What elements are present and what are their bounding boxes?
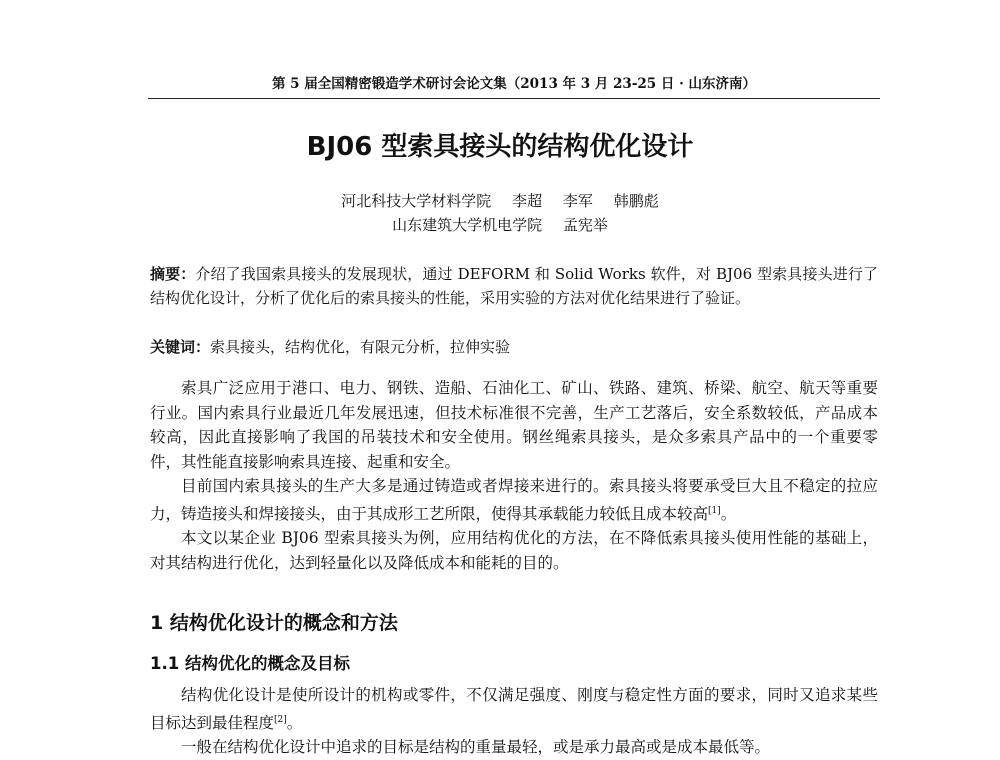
author-line-2 bbox=[0, 214, 1000, 235]
section-heading: 1 结构优化设计的概念和方法 bbox=[150, 612, 398, 634]
keywords-label: 关键词： bbox=[150, 338, 211, 356]
paragraph: 目前国内索具接头的生产大多是通过铸造或者焊接来进行的。索具接头将要承受巨大且不稳定的拉应力，铸造接头和焊接接头，由于其成形工艺所限，使得其承载能力较低且成本较高[1]。 bbox=[150, 477, 878, 523]
journal-header: 第 5 届全国精密锻造学术研讨会论文集（2013 年 3 月 23-25 日 · 山东济南） bbox=[148, 72, 880, 99]
paragraph: 索具广泛应用于港口、电力、钢铁、造船、石油化工、矿山、铁路、建筑、桥梁、航空、航天等重要行业。国内索具行业最近几年发展迅速，但技术标准很不完善，生产工艺落后，安全系数较低，产品成本较高，因此直接影响了我国的吊装技术和安全使用。钢丝绳索具接头，是众多索具产品中的一个重要零件，其性能直接影响索具连接、起重和安全。 bbox=[150, 379, 878, 471]
citation-ref[interactable]: [1] bbox=[708, 505, 721, 516]
affiliation: 山东建筑大学机电学院 bbox=[392, 216, 543, 234]
subsection-heading: 1.1 结构优化的概念及目标 bbox=[150, 654, 350, 673]
paragraph: 一般在结构优化设计中追求的目标是结构的重量最轻，或是承力最高或是成本最低等。 bbox=[181, 738, 771, 757]
author-name: 李军 bbox=[562, 192, 593, 210]
paragraph: 结构优化设计是使所设计的机构或零件，不仅满足强度、刚度与稳定性方面的要求，同时又追求某些目标达到最佳程度[2]。 bbox=[150, 686, 878, 732]
keywords-text: 索具接头，结构优化，有限元分析，拉伸实验 bbox=[210, 338, 511, 356]
author-line-1 bbox=[0, 190, 1000, 211]
keywords bbox=[150, 336, 878, 357]
author-name: 李超 bbox=[512, 192, 543, 210]
affiliation: 河北科技大学材料学院 bbox=[341, 192, 492, 210]
abstract bbox=[150, 262, 878, 310]
citation-ref[interactable]: [2] bbox=[274, 714, 287, 725]
abstract-text: 介绍了我国索具接头的发展现状，通过 DEFORM 和 Solid Works 软件，对 BJ06 型索具接头进行了结构优化设计，分析了优化后的索具接头的性能，采用实验的方法对优化结果进行了验证。 bbox=[150, 265, 878, 307]
paragraph: 本文以某企业 BJ06 型索具接头为例，应用结构优化的方法，在不降低索具接头使用性能的基础上，对其结构进行优化，达到轻量化以及降低成本和能耗的目的。 bbox=[150, 529, 878, 572]
section-body bbox=[150, 683, 878, 760]
abstract-label: 摘要： bbox=[150, 265, 196, 283]
intro-body bbox=[150, 376, 878, 575]
author-name: 孟宪举 bbox=[562, 216, 608, 234]
paper-title: BJ06 型索具接头的结构优化设计 bbox=[306, 132, 694, 162]
author-name: 韩鹏彪 bbox=[613, 192, 659, 210]
